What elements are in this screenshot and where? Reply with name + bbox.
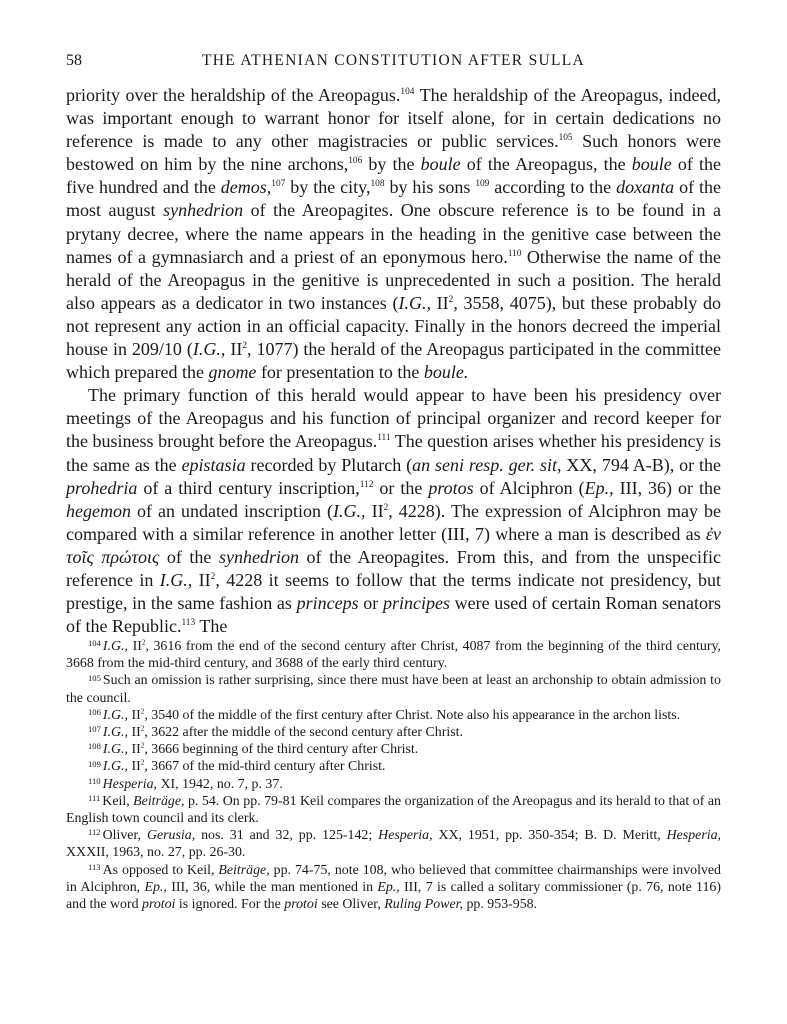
- italic-term: I.G.,: [102, 707, 128, 723]
- text-run: or: [358, 593, 383, 614]
- text-run: II: [430, 292, 449, 313]
- text-run: , 1077) the herald of the Areopagus participated in the committee which prepared the: [66, 339, 721, 383]
- text-run: , 3558, 4075), but these probably do not represent any action in an official capacity. Finally in the honors decreed the imperial house in 209/10 (: [66, 292, 721, 360]
- footnote-105: [66, 672, 721, 706]
- text-run: The question arises whether his presidency is the same as the: [66, 431, 721, 475]
- text-run: recorded by Plutarch (: [245, 454, 413, 475]
- text-run: As opposed to Keil,: [102, 862, 219, 878]
- text-run: XX, 1951, pp. 350-354; B. D. Meritt,: [432, 828, 667, 844]
- italic-term: Ruling Power,: [384, 897, 463, 913]
- running-head: THE ATHENIAN CONSTITUTION AFTER SULLA: [201, 52, 586, 69]
- italic-term: Gerusia,: [146, 828, 196, 844]
- text-run: by the city,: [285, 177, 371, 198]
- text-run: , 4228 it seems to follow that the terms indicate not presidency, but prestige, in the same fashion as: [66, 569, 721, 614]
- text-run: II: [128, 707, 141, 723]
- text-run: Such honors were bestowed on him by the nine archons,: [66, 131, 721, 175]
- footnote-number: 113: [88, 861, 101, 872]
- footnote-number: 107: [88, 724, 101, 735]
- footnote-110: [66, 776, 721, 793]
- footnote-ref[interactable]: 112: [359, 479, 374, 490]
- italic-term: gnome: [208, 362, 257, 383]
- superscript: 2: [140, 741, 145, 750]
- footnote-113: [66, 862, 721, 914]
- italic-term: I.G.,: [192, 339, 226, 360]
- text-run: pp. 953-958.: [463, 897, 538, 913]
- italic-term: Ep.,: [584, 477, 614, 498]
- text-run: by his sons: [384, 177, 476, 198]
- superscript: 2: [242, 341, 248, 352]
- italic-term: protos: [428, 477, 474, 498]
- text-run: , 3540 of the middle of the first century after Christ. Note also his appearance in the archon lists.: [144, 707, 681, 723]
- italic-term: demos,: [220, 177, 272, 198]
- text-run: , 3616 from the end of the second century after Christ, 4087 from the beginning of the third century, 3668 from the mid-third century, and 3688 of the early third century.: [66, 639, 721, 672]
- italic-term: synhedrion: [163, 200, 244, 221]
- italic-term: I.G.,: [102, 742, 128, 758]
- italic-term: principes: [382, 593, 450, 614]
- italic-term: boule: [420, 154, 461, 175]
- superscript: 2: [140, 724, 145, 733]
- footnote-ref[interactable]: 113: [181, 618, 196, 629]
- footnote-ref[interactable]: 105: [558, 133, 573, 144]
- page-number: 58: [66, 52, 82, 69]
- text-run: p. 54. On pp. 79-81 Keil compares the organization of the Areopagus and its herald to that of an English town council and its clerk.: [66, 793, 721, 827]
- italic-term: Hesperia,: [102, 776, 158, 792]
- text-run: according to the: [489, 177, 617, 198]
- text-run: were used of certain Roman senators of the Republic.: [66, 593, 721, 637]
- text-run: nos. 31 and 32, pp. 125-142;: [195, 828, 379, 844]
- italic-term: princeps: [296, 593, 359, 614]
- text-run: , 4228). The expression of Alciphron may be compared with a similar reference in another letter (III, 7) where a man is described as: [66, 500, 721, 544]
- main-text: [66, 84, 721, 638]
- text-run: The: [195, 616, 228, 637]
- text-run: see Oliver,: [317, 897, 385, 913]
- text-run: of a third century inscription,: [137, 477, 360, 498]
- superscript: 2: [448, 294, 454, 305]
- italic-term: I.G.,: [102, 639, 128, 654]
- italic-term: I.G.,: [102, 759, 128, 775]
- text-run: of the: [159, 546, 219, 567]
- paragraph-1: [66, 84, 721, 384]
- footnote-111: [66, 793, 721, 827]
- italic-term: protoi: [284, 897, 318, 913]
- italic-term: hegemon: [66, 500, 131, 521]
- text-run: Oliver,: [102, 828, 147, 844]
- italic-term: protoi: [142, 897, 176, 913]
- footnotes: [66, 638, 721, 913]
- italic-term: Beiträge,: [218, 862, 270, 878]
- text-run: of the most august: [66, 177, 722, 221]
- text-run: priority over the heraldship of the Areopagus.: [66, 85, 401, 105]
- footnote-number: 105: [88, 672, 101, 683]
- text-run: XXXII, 1963, no. 27, pp. 26-30.: [66, 845, 246, 861]
- footnote-ref[interactable]: 108: [370, 179, 385, 190]
- footnote-number: 109: [88, 758, 101, 769]
- text-run: II: [128, 742, 141, 758]
- italic-term: an seni resp. ger. sit,: [412, 454, 562, 475]
- footnote-108: [66, 741, 721, 758]
- text-run: II: [128, 759, 141, 775]
- italic-term: prohedria: [66, 477, 138, 498]
- footnote-ref[interactable]: 109: [475, 179, 490, 190]
- text-run: by the: [362, 154, 421, 175]
- paragraph-2: [66, 384, 721, 638]
- greek-phrase: ἐν τοῖς πρώτοις: [66, 523, 721, 567]
- footnote-112: [66, 827, 721, 861]
- footnote-number: 110: [88, 775, 101, 786]
- footnote-ref[interactable]: 107: [271, 179, 286, 190]
- footnote-number: 104: [88, 638, 101, 649]
- text-run: II: [225, 339, 243, 360]
- italic-term: Ep.,: [377, 879, 400, 895]
- superscript: 2: [140, 759, 145, 768]
- text-run: XX, 794 A-B), or the: [561, 454, 721, 475]
- footnote-106: [66, 707, 721, 724]
- footnote-number: 108: [88, 741, 101, 752]
- italic-term: Hesperia,: [378, 828, 433, 844]
- text-run: III, 7 is called a solitary commissioner (p. 76, note 116) and the word: [66, 879, 722, 913]
- text-run: The primary function of this herald would appear to have been his presidency over meetings of the Areopagus and his function of principal organizer and record keeper for the business brought before the Areopagus.: [66, 385, 721, 452]
- footnote-107: [66, 724, 721, 741]
- text-run: Such an omission is rather surprising, since there must have been at least an archonship to obtain admission to the council.: [66, 673, 721, 706]
- text-run: II: [192, 569, 211, 590]
- italic-term: epistasia: [181, 454, 246, 475]
- text-run: Otherwise the name of the herald of the Areopagus in the genitive is unprecedented in such a position. The herald also appears as a dedicator in two instances (: [66, 246, 721, 313]
- footnote-ref[interactable]: 110: [507, 248, 522, 259]
- footnote-ref[interactable]: 111: [377, 433, 391, 444]
- footnote-number: 112: [88, 827, 101, 838]
- italic-term: I.G.,: [102, 725, 128, 741]
- italic-term: I.G.,: [333, 500, 366, 521]
- footnote-ref[interactable]: 106: [348, 156, 363, 167]
- italic-term: I.G.,: [398, 292, 431, 313]
- text-run: is ignored. For the: [175, 897, 285, 913]
- italic-term: boule.: [423, 362, 469, 383]
- text-run: III, 36) or the: [613, 477, 722, 498]
- italic-term: synhedrion: [218, 546, 299, 567]
- text-run: of the Areopagus, the: [460, 154, 632, 175]
- text-run: , 3622 after the middle of the second century after Christ.: [144, 725, 463, 741]
- italic-term: doxanta: [616, 177, 675, 198]
- footnote-number: 111: [88, 792, 101, 803]
- italic-term: I.G.,: [159, 569, 193, 590]
- footnote-104: [66, 638, 721, 672]
- superscript: 2: [141, 638, 146, 647]
- text-run: XI, 1942, no. 7, p. 37.: [157, 776, 283, 792]
- superscript: 2: [383, 502, 389, 513]
- text-run: , 3666 beginning of the third century after Christ.: [144, 742, 419, 758]
- text-run: , 3667 of the mid-third century after Christ.: [144, 759, 386, 775]
- superscript: 2: [140, 707, 145, 716]
- text-run: of an undated inscription (: [130, 500, 334, 521]
- text-run: for presentation to the: [256, 362, 424, 383]
- italic-term: Hesperia,: [666, 828, 722, 844]
- text-run: III, 36, while the man mentioned in: [166, 879, 378, 895]
- text-run: II: [365, 500, 384, 521]
- italic-term: Beiträge,: [133, 793, 185, 809]
- footnote-number: 106: [88, 706, 101, 717]
- text-run: The heraldship of the Areopagus, indeed, was important enough to warrant honor for itself alone, for in certain dedications no reference is made to any other magistracies or public services.: [66, 85, 721, 152]
- footnote-109: [66, 758, 721, 775]
- text-run: II: [128, 639, 142, 654]
- text-run: of Alciphron (: [473, 477, 585, 498]
- italic-term: Ep.,: [144, 879, 167, 895]
- text-run: of the five hundred and the: [66, 154, 721, 198]
- text-run: Keil,: [102, 793, 134, 809]
- footnote-ref[interactable]: 104: [400, 86, 415, 97]
- italic-term: boule: [631, 154, 672, 175]
- text-run: pp. 74-75, note 108, who believed that committee chairmanships were involved in Alciphron,: [66, 862, 721, 895]
- text-run: II: [128, 725, 141, 741]
- text-run: of the Areopagites. From this, and from the unspecific reference in: [66, 546, 721, 590]
- text-run: of the Areopagites. One obscure reference is to be found in a prytany decree, where the name appears in the heading in the genitive case between the names of a gymnasiarch and a priest of an eponymous hero.: [66, 200, 721, 267]
- text-run: or the: [373, 477, 429, 498]
- superscript: 2: [210, 571, 216, 582]
